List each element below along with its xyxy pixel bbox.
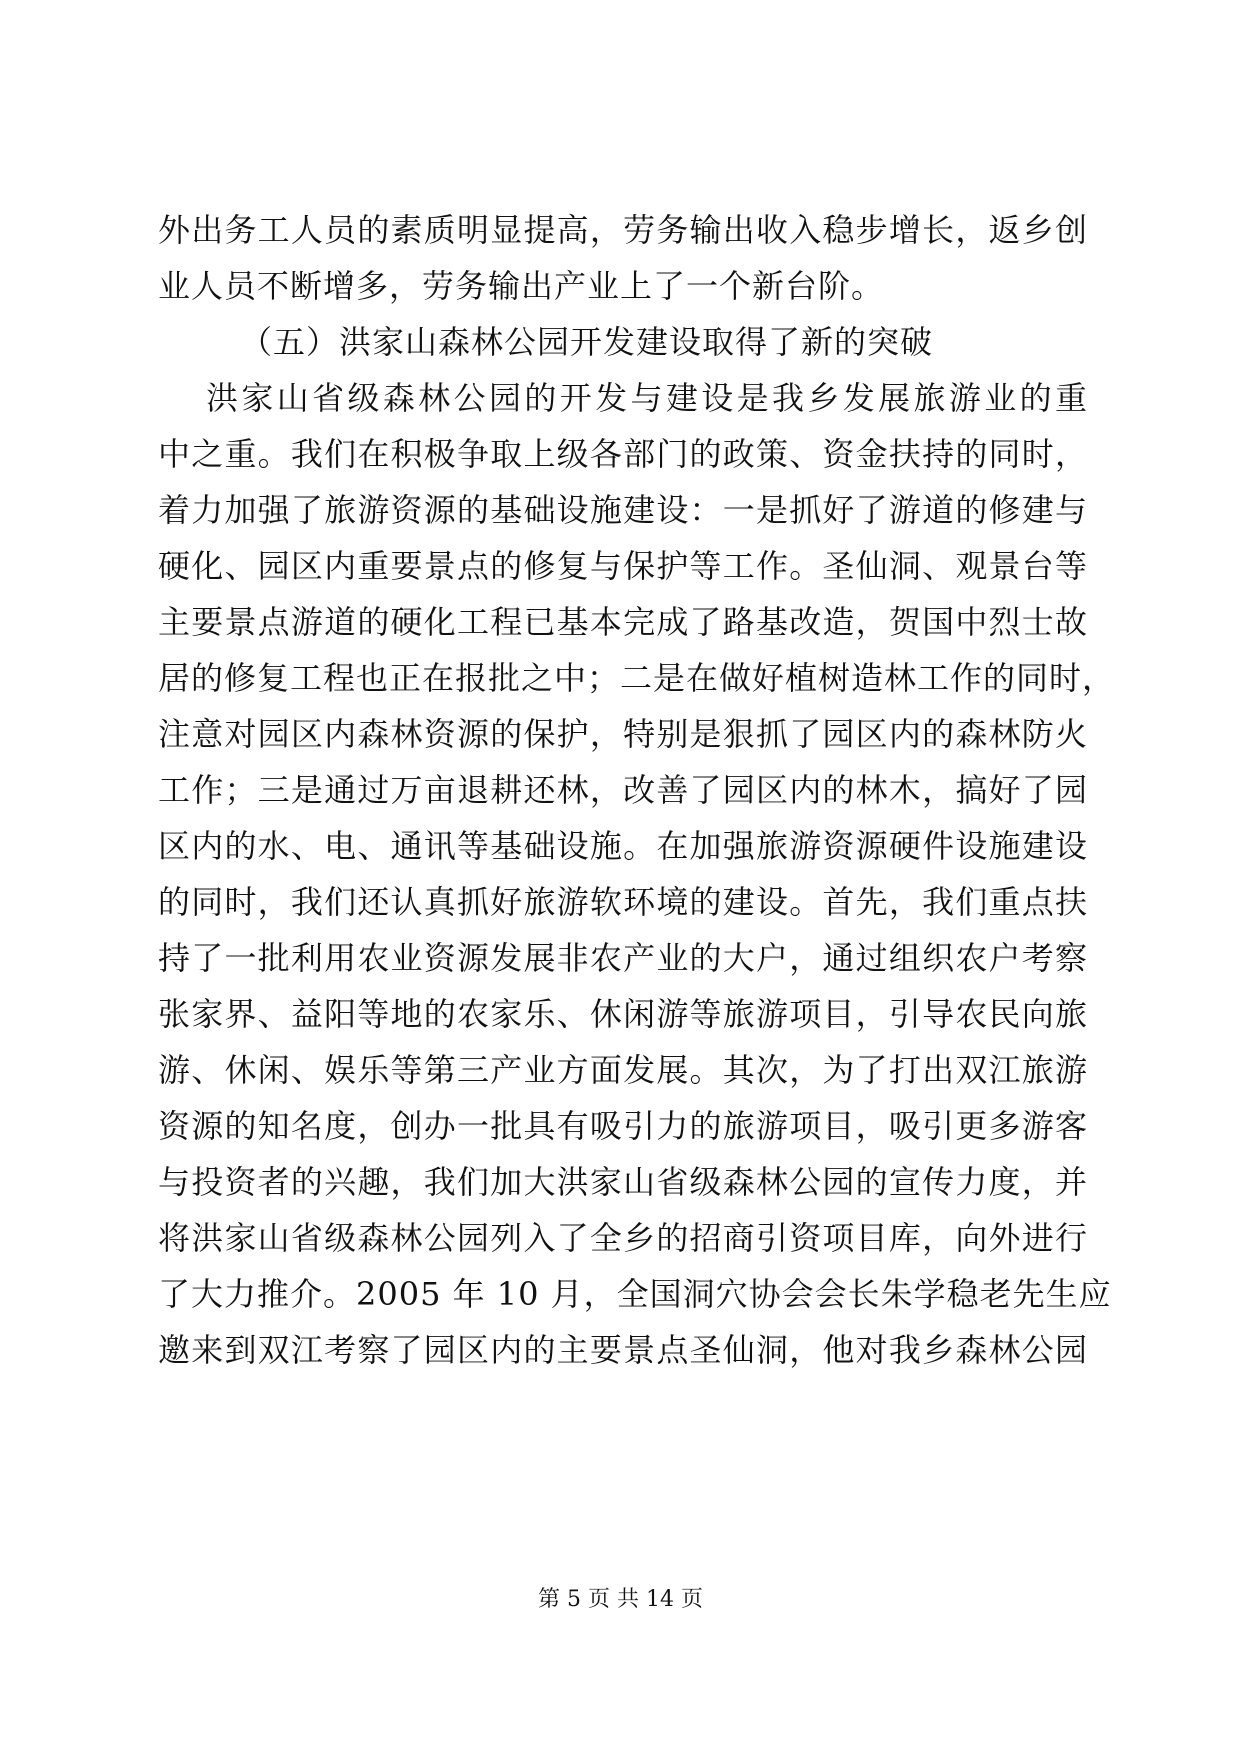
paragraph-line: 区内的水、电、通讯等基础设施。在加强旅游资源硬件设施建设 <box>158 827 1088 865</box>
paragraph-line: 外出务工人员的素质明显提高，劳务输出收入稳步增长，返乡创 <box>158 211 1088 249</box>
paragraph-line: 主要景点游道的硬化工程已基本完成了路基改造，贺国中烈士故 <box>158 603 1088 641</box>
paragraph-line: 居的修复工程也正在报批之中；二是在做好植树造林工作的同时， <box>158 659 1116 697</box>
paragraph-line: 张家界、益阳等地的农家乐、休闲游等旅游项目，引导农民向旅 <box>158 995 1088 1033</box>
paragraph-line: 邀来到双江考察了园区内的主要景点圣仙洞，他对我乡森林公园 <box>158 1331 1088 1369</box>
paragraph-line: 的同时，我们还认真抓好旅游软环境的建设。首先，我们重点扶 <box>158 883 1088 921</box>
paragraph-line: 中之重。我们在积极争取上级各部门的政策、资金扶持的同时， <box>158 435 1088 473</box>
paragraph-line: 着力加强了旅游资源的基础设施建设：一是抓好了游道的修建与 <box>158 491 1088 529</box>
paragraph-line: 业人员不断增多，劳务输出产业上了一个新台阶。 <box>158 267 885 305</box>
paragraph-line: 资源的知名度，创办一批具有吸引力的旅游项目，吸引更多游客 <box>158 1107 1088 1145</box>
paragraph-line: 硬化、园区内重要景点的修复与保护等工作。圣仙洞、观景台等 <box>158 547 1088 585</box>
section-heading: （五）洪家山森林公园开发建设取得了新的突破 <box>240 323 934 361</box>
paragraph-line: 游、休闲、娱乐等第三产业方面发展。其次，为了打出双江旅游 <box>158 1051 1088 1089</box>
paragraph-line: 与投资者的兴趣，我们加大洪家山省级森林公园的宣传力度，并 <box>158 1163 1088 1201</box>
paragraph-line: 持了一批利用农业资源发展非农产业的大户，通过组织农户考察 <box>158 939 1088 977</box>
paragraph-line: 了大力推介。2005 年 10 月，全国洞穴协会会长朱学稳老先生应 <box>158 1275 1112 1313</box>
paragraph-line: 工作；三是通过万亩退耕还林，改善了园区内的林木，搞好了园 <box>158 771 1088 809</box>
paragraph-line: 洪家山省级森林公园的开发与建设是我乡发展旅游业的重 <box>206 379 1088 417</box>
page-footer: 第 5 页 共 14 页 <box>538 1587 703 1612</box>
paragraph-line: 注意对园区内森林资源的保护，特别是狠抓了园区内的森林防火 <box>158 715 1088 753</box>
paragraph-line: 将洪家山省级森林公园列入了全乡的招商引资项目库，向外进行 <box>158 1219 1088 1257</box>
